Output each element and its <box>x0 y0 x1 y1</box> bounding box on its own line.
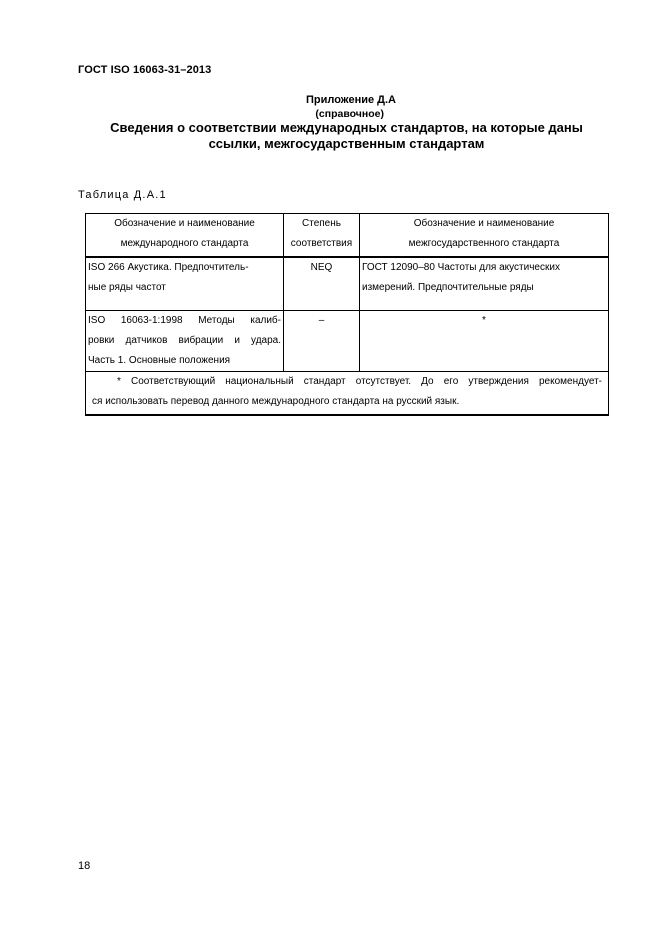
table-footnote <box>86 372 609 416</box>
header-col2-line1: Степень <box>302 218 341 229</box>
cell-international-standard <box>86 257 284 311</box>
cell-text-line: Часть 1. Основные положения <box>88 355 231 366</box>
cell-text-line: измерений. Предпочтительные ряды <box>362 282 534 293</box>
cell-text-line: ровки датчиков вибрации и удара. <box>88 335 281 346</box>
header-col1-line2: международного стандарта <box>120 238 249 249</box>
cell-degree: NEQ <box>284 257 360 311</box>
annex-title-block <box>0 93 661 121</box>
table-row <box>86 311 609 372</box>
table-header-row <box>86 214 609 258</box>
header-col1-line1: Обозначение и наименование <box>114 218 255 229</box>
header-col3-line2: межгосударственного стандарта <box>408 238 560 249</box>
header-col3-line1: Обозначение и наименование <box>413 218 555 229</box>
cell-text-line: ные ряды частот <box>88 282 166 293</box>
cell-interstate-standard <box>360 257 609 311</box>
cell-text-line: ISO 266 Акустика. Предпочтитель- <box>88 262 249 273</box>
annex-heading-line-1: Сведения о соответствии международных стандартов, на которые даны <box>110 120 583 135</box>
cell-text-line: ISO 16063-1:1998 Методы калиб- <box>88 315 281 326</box>
table-row <box>86 257 609 311</box>
annex-reference-type: (справочное) <box>315 108 384 120</box>
header-col2-line2: соответствия <box>290 238 353 249</box>
cell-interstate-standard: * <box>360 311 609 372</box>
footnote-line-2: ся использовать перевод данного международного стандарта на русский язык. <box>92 396 460 407</box>
table-footnote-row <box>86 372 609 416</box>
annex-heading <box>94 120 599 152</box>
annex-title: Приложение Д.А <box>306 94 396 106</box>
header-degree-of-correspondence <box>284 214 360 258</box>
annex-heading-line-2: ссылки, межгосударственным стандартам <box>208 136 485 151</box>
correspondence-table <box>85 213 609 416</box>
header-interstate-standard <box>360 214 609 258</box>
document-code: ГОСТ ISO 16063-31–2013 <box>78 64 212 76</box>
cell-text-line: ГОСТ 12090–80 Частоты для акустических <box>362 262 560 273</box>
table-label: Таблица Д.А.1 <box>78 189 167 201</box>
page-number: 18 <box>78 860 91 872</box>
cell-degree: – <box>284 311 360 372</box>
header-international-standard <box>86 214 284 258</box>
cell-international-standard <box>86 311 284 372</box>
footnote-line-1: * Соответствующий национальный стандарт отсутствует. До его утверждения рекомендует- <box>117 376 602 387</box>
